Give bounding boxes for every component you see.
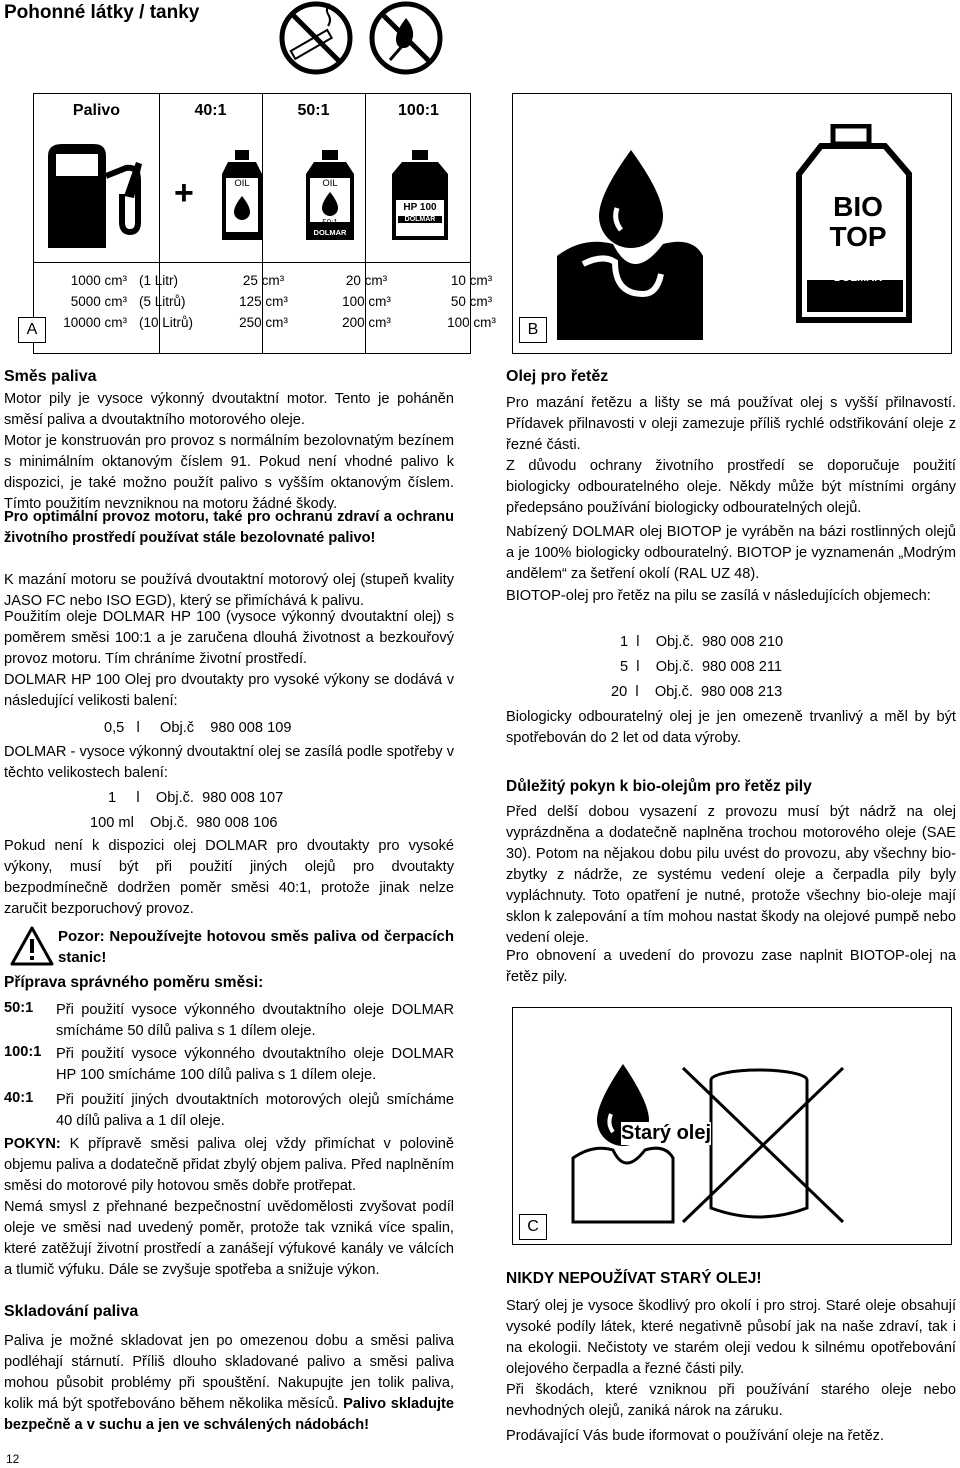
oil-canister-icon — [220, 148, 264, 242]
paragraph: Prodávající Vás bude iformovat o používání oleje na řetěz. — [506, 1428, 885, 1444]
warning-icon — [10, 926, 54, 966]
ratio-label: 50:1 — [322, 218, 338, 227]
paragraph: Starý olej je vysoce škodlivý pro okolí i pro stroj. Staré oleje obsahují vysoké podíly látek, které negativně působí jak na naše zdraví, tak i na ekologii. Nečistoty ve starém oleji vedou k silnému opotřebování olejového čerpadla a řezné části pily. — [506, 1298, 956, 1377]
heading-skladovani: Skladování paliva — [4, 1303, 139, 1320]
paragraph: Před delší dobou vysazení z provozu musí být nádrž na olej vyprázdněna a dodatečně naplněna trochou motorového oleje (SAE 30). Potom na nějakou dobu pilu uvést do provozu, aby všechny bio-zbytky z nádrže, ze systému vedení oleje a čerpadla pily byly vypláchnuty. Toto opatření je nutné, protože všechny bio-oleje mají sklon k zalepování a tím mohou nastat škody na olejové pumpě nebo vedení oleje. — [506, 804, 956, 946]
ratio-label: 50:1 — [4, 1000, 34, 1016]
paragraph: Motor je konstruován pro provoz s normálním bezolovnatým bezínem s minimálním oktanovým číslem 91. Pokud není vhodné palivo k dispozici, je také možno použít palivo s vyšším oktanovým číslem. Tímto použitím nevzniknou na motoru žádné škody. — [4, 433, 454, 512]
paragraph: DOLMAR - vysoce výkonný dvoutaktní olej se zasílá podle spotřeby v těchto velikostech balení: — [4, 744, 454, 781]
paragraph: Při škodách, které vzniknou při používání starého oleje nebo nevhodných olejů, zaniká nárok na záruku. — [506, 1382, 956, 1419]
mix-instruction: Při použití vysoce výkonného dvoutaktního oleje DOLMAR smícháme 50 dílů paliva s 1 dílem oleje. — [56, 1002, 454, 1039]
fuel-amount: 5000 cm³ — [70, 294, 127, 309]
header-100-1: 100:1 — [398, 102, 439, 119]
oil-label-2: OIL — [322, 178, 338, 189]
order-line: 1 l Obj.č. 980 008 107 — [108, 790, 284, 806]
oil-50-amount: 200 cm³ — [342, 315, 391, 330]
order-line: 5 l Obj.č. 980 008 211 — [620, 659, 783, 675]
pokyn-paragraph: POKYN: K přípravě směsi paliva olej vždy přimíchat v polovině objemu paliva a dodatečně přidat zbylý objem paliva. Před naplněním směsi do motorové pily hotovou směs dobře protřepat. — [4, 1136, 454, 1194]
warning-text: Pozor: Nepoužívejte hotovou směs paliva od čerpacích stanic! — [58, 928, 454, 966]
paragraph: Paliva je možné skladovat jen po omezenou dobu a směsi paliva podléhají stárnutí. Příliš dlouho skladované palivo a směsi paliva mohou působit problémy při spouštění. Nakupujte jen tolik paliva, kolik má být spotřebováno během několika měsíců. Palivo skladujte bezpečně a v suchu a jen ve schválených nádobách! — [4, 1333, 454, 1433]
no-smoking-icon — [278, 0, 354, 76]
heading-nikdy: NIKDY NEPOUŽÍVAT STARÝ OLEJ! — [506, 1270, 762, 1287]
oil-100-amount: 50 cm³ — [450, 294, 493, 309]
paragraph: Použitím oleje DOLMAR HP 100 (vysoce výkonný dvoutaktní olej) s poměrem směsi 100:1 a je zaručena dlouhá životnost a bezkouřový provoz motoru. Tím chráníme životní prostředí. — [4, 609, 454, 667]
brand-label-3: DOLMAR — [398, 216, 442, 223]
paragraph: Nemá smysl z přehnané bezpečnostní uvědomělosti zvyšovat podíl oleje ve směsi nad uvedený poměr, protože tak vzniká více spalin, které zatěžují životní prostředí a zanášejí výfukové kanály ve válcích a tlumič výfuku. Dále se zvyšuje spotřeba a snižuje výkon. — [4, 1199, 454, 1278]
paragraph: Pro obnovení a uvedení do provozu zase naplnit BIOTOP-olej na řetěz pily. — [506, 948, 956, 985]
paragraph: DOLMAR HP 100 Olej pro dvoutakty pro vysoké výkony se dodává v následující velikosti balení: — [4, 672, 454, 709]
fuel-litres: (5 Litrů) — [139, 294, 186, 309]
old-oil-text: Starý olej — [621, 1122, 712, 1144]
top-text: TOP — [829, 221, 887, 252]
page-number: 12 — [6, 1452, 20, 1466]
oil-40-amount: 125 cm³ — [239, 294, 288, 309]
paragraph: Z důvodu ochrany životního prostředí se doporučuje použití biologicky odbouratelného oleje. Někdy může být místními orgány předepsáno používání biologicky odbouratelných olejů. — [506, 458, 956, 516]
oil-40-amount: 25 cm³ — [242, 273, 285, 288]
oil-50-amount: 20 cm³ — [345, 273, 388, 288]
fuel-pump-icon — [42, 136, 152, 256]
heading-priprava: Příprava správného poměru směsi: — [4, 974, 264, 991]
paragraph: Motor pily je vysoce výkonný dvoutaktní motor. Tento je poháněn směsí paliva a dvoutaktního motorového oleje. — [4, 391, 454, 428]
oil-40-amount: 250 cm³ — [239, 315, 288, 330]
heading-dulezity: Důležitý pokyn k bio-olejům pro řetěz pily — [506, 778, 812, 795]
header-40-1: 40:1 — [194, 102, 227, 119]
figure-label-b: B — [519, 317, 547, 343]
no-open-flame-icon — [368, 0, 444, 76]
crossed-old-oil-icon — [553, 1058, 913, 1228]
bio-text: BIO — [833, 191, 883, 222]
paragraph: Pokud není k dispozici olej DOLMAR pro dvoutakty pro vysoké výkony, musí být při použití jiných olejů pro dvoutakty bezpodmínečně dodržen poměr směsi 40:1, protože jinak nelze zaručit bezporuchový provoz. — [4, 838, 454, 917]
page-title: Pohonné látky / tanky — [4, 2, 200, 23]
hp100-canister-icon — [390, 148, 450, 242]
figure-label-c: C — [519, 1214, 547, 1240]
oil-label-1: OIL — [234, 178, 250, 189]
paragraph: BIOTOP-olej pro řetěz na pilu se zasílá v následujících objemech: — [506, 588, 931, 604]
header-50-1: 50:1 — [297, 102, 330, 119]
brand-label-biotop: DOLMAR — [833, 272, 883, 284]
brand-label-2: DOLMAR — [313, 228, 347, 237]
paragraph-bold: Pro optimální provoz motoru, také pro ochranu zdraví a ochranu životního prostředí používat stále bezolovnaté palivo! — [4, 509, 454, 546]
order-line: 20 l Obj.č. 980 008 213 — [611, 684, 783, 700]
heading-olej-pro-retez: Olej pro řetěz — [506, 368, 609, 385]
oil-100-amount: 10 cm³ — [450, 273, 493, 288]
paragraph: Pro mazání řetězu a lišty se má používat olej s vyšší přilnavostí. Přídavek přilnavosti v oleji zamezuje příliš rychlé odstřikování oleje z řezné části. — [506, 395, 956, 453]
fuel-mix-table — [33, 93, 496, 354]
header-palivo: Palivo — [72, 102, 121, 119]
oil-100-amount: 100 cm³ — [447, 315, 496, 330]
hp100-label: HP 100 — [403, 202, 437, 213]
fuel-litres: (1 Litr) — [139, 273, 179, 288]
mix-instruction: Při použití vysoce výkonného dvoutaktního oleje DOLMAR HP 100 smícháme 100 dílů paliva s 1 dílem oleje. — [56, 1046, 454, 1083]
ratio-label: 100:1 — [4, 1044, 42, 1060]
heading-smes-paliva: Směs paliva — [4, 368, 97, 385]
order-line: 100 ml Obj.č. 980 008 106 — [90, 815, 278, 831]
fuel-amount: 1000 cm³ — [70, 273, 127, 288]
chain-oil-drop-icon — [553, 144, 753, 344]
oil-50-amount: 100 cm³ — [342, 294, 391, 309]
ratio-label: 40:1 — [4, 1090, 34, 1106]
paragraph: K mazání motoru se používá dvoutaktní motorový olej (stupeň kvality JASO FC nebo ISO EGD), který se přimíchává k palivu. — [4, 572, 454, 609]
order-line: 0,5 l Obj.č 980 008 109 — [104, 720, 292, 736]
order-line: 1 l Obj.č. 980 008 210 — [620, 634, 784, 650]
paragraph: Biologicky odbouratelný olej je jen omezeně trvanlivý a měl by být spotřebován do 2 let od data výroby. — [506, 709, 956, 746]
fuel-amount: 10000 cm³ — [63, 315, 127, 330]
figure-label-a: A — [18, 317, 46, 343]
paragraph: Nabízený DOLMAR olej BIOTOP je vyráběn na bázi rostlinných olejů a je 100% biologicky odbouratelný. BIOTOP je vyznamenán „Modrým andělem“ za šetření okolí (RAL UZ 48). — [506, 524, 956, 582]
plus-sign: + — [174, 174, 194, 212]
old-oil-figure — [512, 1007, 952, 1245]
fuel-litres: (10 Litrů) — [139, 315, 194, 330]
mix-instruction: Při použití jiných dvoutaktních motorových olejů smícháme 40 dílů paliva a 1 díl oleje. — [56, 1092, 454, 1129]
chain-oil-figure — [512, 93, 952, 354]
